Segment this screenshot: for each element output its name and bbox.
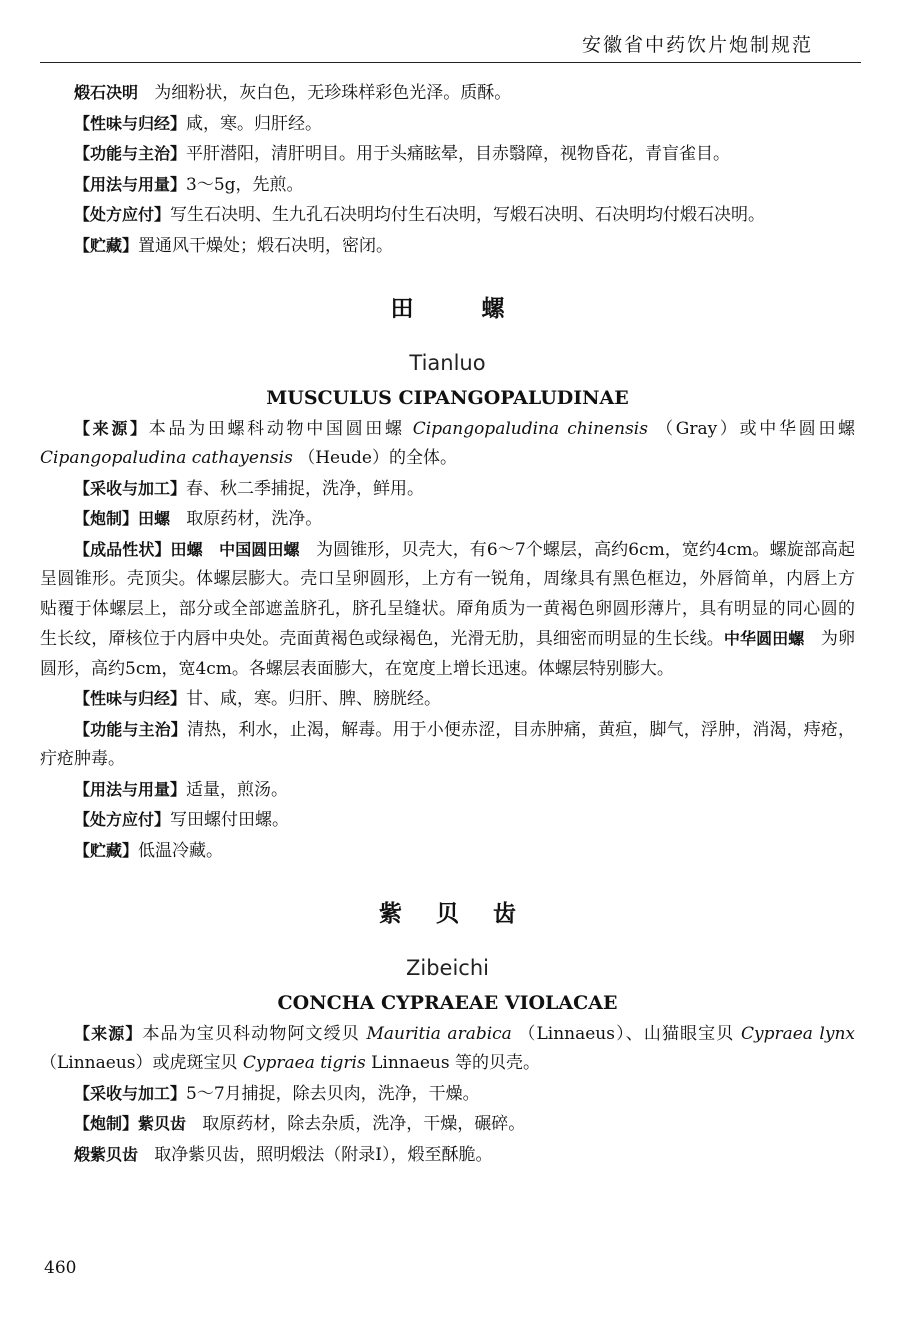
tianluo-laiyuan-label: 【来源】 — [74, 418, 149, 438]
zibeichi-laiyuan-text-3: （Linnaeus）或虎斑宝贝 — [40, 1053, 238, 1073]
tianluo-caishou-para — [40, 474, 855, 505]
tianluo-yongfa-para — [40, 775, 855, 806]
prev-zhucang-para — [40, 231, 855, 262]
zibeichi-species-3: Cypraea tigris — [242, 1053, 366, 1073]
tianluo-xingwei-text: 甘、咸，寒。归肝、脾、膀胱经。 — [186, 689, 442, 709]
zibeichi-pinyin: Zibeichi — [406, 955, 489, 980]
tianluo-xingwei-para — [40, 684, 855, 715]
prev-yongfa-text: 3～5g，先煎。 — [186, 174, 304, 195]
tianluo-species-2: Cipangopaludina cathayensis — [40, 448, 293, 468]
prev-chufang-label: 【处方应付】 — [74, 205, 171, 224]
tianluo-paozhi-text: 取原药材，洗净。 — [186, 509, 323, 529]
tianluo-yongfa-label: 【用法与用量】 — [74, 779, 187, 799]
page-content — [40, 78, 855, 1170]
zibeichi-duan-para — [40, 1140, 855, 1171]
zibeichi-laiyuan-text-2: （Linnaeus）、山猫眼宝贝 — [518, 1023, 735, 1044]
tianluo-zhucang-text: 低温冷藏。 — [138, 840, 224, 861]
tianluo-laiyuan-para — [40, 414, 855, 474]
prev-gongneng-label: 【功能与主治】 — [74, 144, 187, 163]
prev-gongneng-text: 平肝潜阳，清肝明目。用于头痛眩晕，目赤翳障，视物昏花，青盲雀目。 — [186, 144, 731, 164]
tianluo-gongneng-text: 清热，利水，止渴，解毒。用于小便赤涩，目赤肿痛，黄疸，脚气，浮肿，消渴，痔疮，疔疮肿毒。 — [40, 719, 855, 769]
tianluo-zhucang-label: 【贮藏】 — [74, 840, 139, 860]
zibeichi-paozhi-para — [40, 1109, 855, 1140]
tianluo-laiyuan-text-3: （Heude）的全体。 — [298, 448, 457, 468]
spacer — [40, 325, 855, 349]
tianluo-title — [40, 295, 855, 325]
page-header — [40, 22, 861, 63]
tianluo-title-char-1: 田 — [390, 296, 414, 322]
zibeichi-laiyuan-text-1: 本品为宝贝科动物阿文绶贝 — [142, 1023, 360, 1044]
duan-shijueming-label: 煅石决明 — [74, 83, 139, 102]
tianluo-chufang-para — [40, 805, 855, 836]
zibeichi-caishou-label: 【采收与加工】 — [74, 1083, 187, 1103]
duan-shijueming-text: 为细粉状，灰白色，无珍珠样彩色光泽。质酥。 — [154, 83, 512, 103]
prev-yongfa-para — [40, 170, 855, 201]
header-title: 安徽省中药饮片炮制规范 — [581, 34, 813, 56]
tianluo-xingzhuang-text-2: 为卵圆形，高约5cm，宽4cm。各螺层表面膨大，在宽度上增长迅速。体螺层特别膨大。 — [40, 629, 856, 679]
zibeichi-latin-name: CONCHA CYPRAEAE VIOLACAE — [277, 992, 618, 1014]
tianluo-gongneng-label: 【功能与主治】 — [74, 719, 187, 739]
spacer — [40, 930, 855, 954]
duan-shijueming-para — [40, 78, 855, 109]
tianluo-paozhi-name: 田螺 — [138, 509, 171, 528]
tianluo-caishou-text: 春、秋二季捕捉，洗净，鲜用。 — [186, 478, 425, 499]
prev-chufang-text: 写生石决明、生九孔石决明均付生石决明，写煅石决明、石决明均付煅石决明。 — [170, 205, 766, 225]
tianluo-species-1: Cipangopaludina chinensis — [412, 418, 648, 439]
zibeichi-paozhi-text: 取原药材，除去杂质，洗净，干燥，碾碎。 — [202, 1114, 526, 1134]
tianluo-xingzhuang-para — [40, 535, 855, 685]
zibeichi-paozhi-name: 紫贝齿 — [138, 1114, 187, 1133]
tianluo-xingzhuang-name-3: 中华圆田螺 — [723, 629, 805, 648]
tianluo-zhucang-para — [40, 836, 855, 867]
tianluo-pinyin: Tianluo — [409, 350, 486, 375]
tianluo-xingwei-label: 【性味与归经】 — [74, 689, 187, 708]
spacer — [40, 866, 855, 900]
zibeichi-title-char-1: 紫 — [379, 901, 402, 927]
tianluo-chufang-text: 写田螺付田螺。 — [170, 810, 290, 830]
page-number: 460 — [44, 1258, 77, 1278]
prev-zhucang-label: 【贮藏】 — [74, 235, 139, 255]
prev-yongfa-label: 【用法与用量】 — [74, 174, 187, 194]
zibeichi-laiyuan-text-4: Linnaeus 等的贝壳。 — [371, 1053, 541, 1073]
tianluo-xingzhuang-name-1: 田螺 — [170, 539, 203, 559]
prev-gongneng-para — [40, 139, 855, 170]
tianluo-caishou-label: 【采收与加工】 — [74, 478, 187, 498]
zibeichi-laiyuan-para — [40, 1019, 855, 1079]
tianluo-paozhi-label: 【炮制】 — [74, 509, 139, 528]
zibeichi-caishou-text: 5～7月捕捉，除去贝肉，洗净，干燥。 — [186, 1083, 480, 1104]
tianluo-laiyuan-text-2: （Gray）或中华圆田螺 — [656, 418, 855, 439]
prev-xingwei-text: 咸，寒。归肝经。 — [186, 113, 323, 134]
zibeichi-duan-text: 取净紫贝齿，照明煅法（附录Ⅰ），煅至酥脆。 — [154, 1144, 493, 1165]
tianluo-gongneng-para — [40, 715, 855, 775]
tianluo-title-char-2: 螺 — [481, 296, 505, 322]
zibeichi-paozhi-label: 【炮制】 — [74, 1114, 139, 1133]
tianluo-paozhi-para — [40, 504, 855, 535]
tianluo-yongfa-text: 适量，煎汤。 — [186, 779, 289, 800]
prev-chufang-para — [40, 200, 855, 231]
tianluo-chufang-label: 【处方应付】 — [74, 810, 171, 829]
zibeichi-species-2: Cypraea lynx — [740, 1023, 856, 1044]
zibeichi-duan-label: 煅紫贝齿 — [74, 1144, 139, 1164]
tianluo-laiyuan-text-1: 本品为田螺科动物中国圆田螺 — [148, 418, 405, 439]
prev-zhucang-text: 置通风干燥处；煅石决明，密闭。 — [138, 235, 394, 256]
prev-xingwei-label: 【性味与归经】 — [74, 113, 187, 133]
tianluo-xingzhuang-name-2: 中国圆田螺 — [219, 539, 300, 559]
zibeichi-title-char-3: 齿 — [493, 901, 516, 927]
zibeichi-laiyuan-label: 【来源】 — [74, 1023, 143, 1043]
prev-xingwei-para — [40, 109, 855, 140]
tianluo-xingzhuang-label: 【成品性状】 — [74, 539, 171, 559]
spacer — [40, 261, 855, 295]
zibeichi-title-char-2: 贝 — [436, 901, 459, 927]
zibeichi-species-1: Mauritia arabica — [366, 1023, 512, 1044]
zibeichi-title — [40, 900, 855, 930]
tianluo-latin-name: MUSCULUS CIPANGOPALUDINAE — [266, 387, 629, 409]
zibeichi-caishou-para — [40, 1079, 855, 1110]
tianluo-xingzhuang-text-1: 为圆锥形，贝壳大，有6～7个螺层，高约6cm，宽约4cm。螺旋部高起呈圆锥形。壳顶尖。体螺层膨大。壳口呈卵圆形，上方有一锐角，周缘具有黑色框边，外唇简单，内唇上方贴覆于体螺层上，部分或全部遮盖脐孔，脐孔呈缝状。厣角质为一黄褐色卵圆形薄片，具有明显的同心圆的生长纹，厣核位于内唇中央处。壳面黄褐色或绿褐色，光滑无肋，具细密而明显的生长线。 — [40, 539, 855, 649]
